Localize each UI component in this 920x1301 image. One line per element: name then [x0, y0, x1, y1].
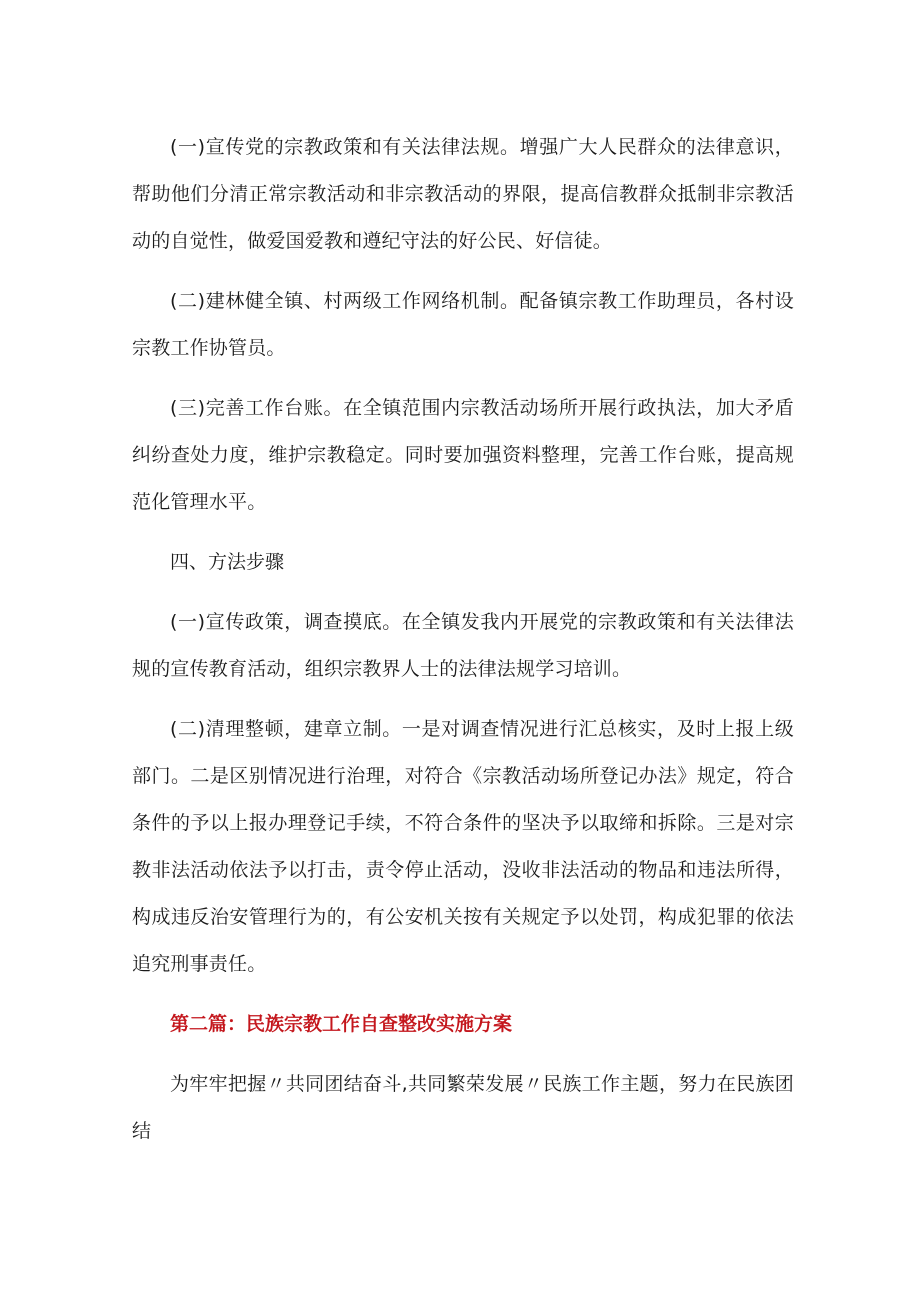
paragraph-policy: (一)宣传政策，调查摸底。在全镇发我内开展党的宗教政策和有关法律法规的宣传教育活动，组织宗教界人士的法律法规学习培训。: [132, 611, 794, 680]
paragraph-intro: 为牢牢把握〃共同团结奋斗,共同繁荣发展〃民族工作主题，努力在民族团结: [132, 1073, 794, 1142]
section-heading-methods: 四、方法步骤: [170, 551, 285, 573]
paragraph-rectify: (二)清理整顿，建章立制。一是对调查情况进行汇总核实，及时上报上级部门。二是区别情况进行治理，对符合《宗教活动场所登记办法》规定，符合条件的予以上报办理登记手续，不符合条件的坚决予以取缔和拆除。三是对宗教非法活动依法予以打击，责令停止活动，没收非法活动的物品和违法所得，构成违反治安管理行为的，有公安机关按有关规定予以处罚，构成犯罪的依法追究刑事责任。: [132, 718, 794, 975]
paragraph-network: (二)建林健全镇、村两级工作网络机制。配备镇宗教工作助理员，各村设宗教工作协管员。: [132, 290, 794, 359]
chapter-title: 第二篇：民族宗教工作自查整改实施方案: [170, 1013, 513, 1035]
paragraph-ledger: (三)完善工作台账。在全镇范围内宗教活动场所开展行政执法，加大矛盾纠纷查处力度，维护宗教稳定。同时要加强资料整理，完善工作台账，提高规范化管理水平。: [132, 397, 794, 513]
paragraph-propaganda: (一)宣传党的宗教政策和有关法律法规。增强广大人民群众的法律意识，帮助他们分清正常宗教活动和非宗教活动的界限，提高信教群众抵制非宗教活动的自觉性，做爱国爱教和遵纪守法的好公民、好信徒。: [132, 136, 794, 252]
